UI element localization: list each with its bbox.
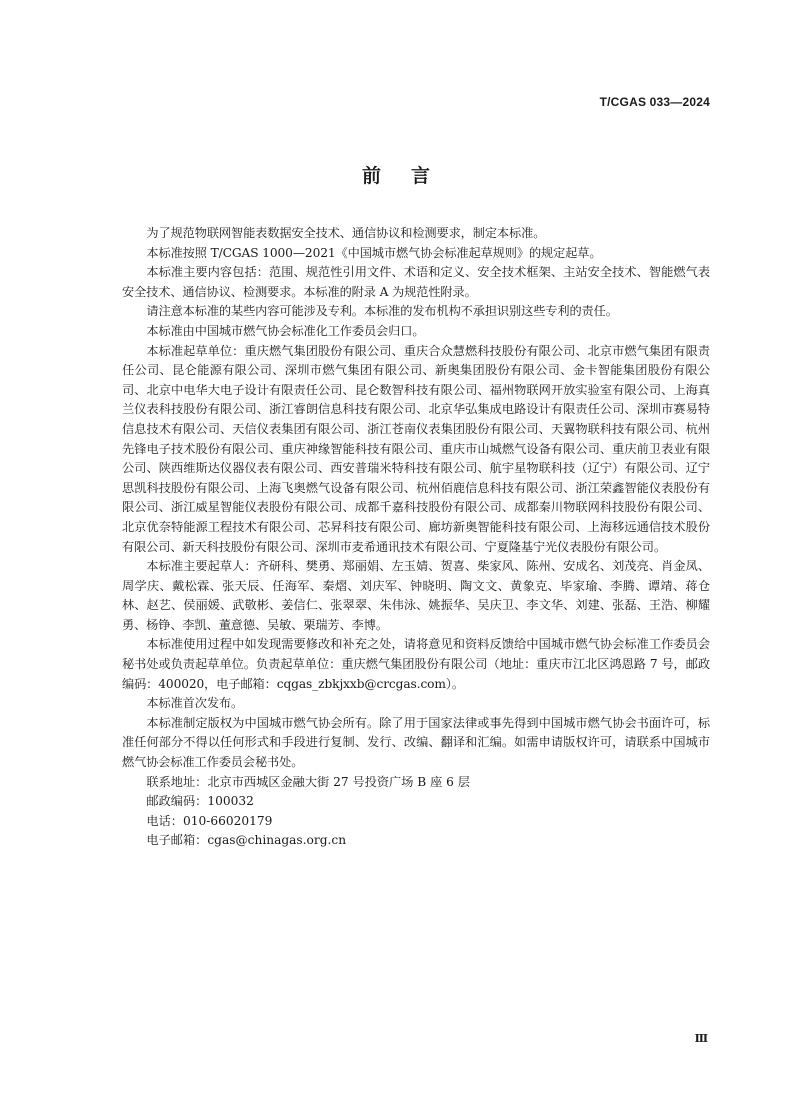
contact-address: 联系地址：北京市西城区金融大街 27 号投资广场 B 座 6 层 (146, 774, 470, 789)
paragraph-drafting-units: 本标准起草单位：重庆燃气集团股份有限公司、重庆合众慧燃科技股份有限公司、北京市燃气集团有限责任公司、昆仑能源有限公司、深圳市燃气集团有限公司、新奥集团股份有限公司、金卡智能集团股份有限公司、北京中电华大电子设计有限责任公司、昆仑数智科技有限公司、福州物联网开放实验室有限公司、上海真兰仪表科技股份有限公司、浙江睿朗信息科技有限公司、北京华弘集成电路设计有限责任公司、深圳市赛易特信息技术有限公司、天信仪表集团有限公司、浙江苍南仪表集团股份有限公司、天翼物联科技有限公司、杭州先锋电子技术股份有限公司、重庆神缘智能科技有限公司、重庆市山城燃气设备有限公司、重庆前卫表业有限公司、陕西维斯达仪器仪表有限公司、西安普瑞米特科技有限公司、航宇星物联科技（辽宁）有限公司、辽宁思凯科技股份有限公司、上海飞奥燃气设备有限公司、杭州佰鹿信息科技有限公司、浙江荣鑫智能仪表股份有限公司、浙江威星智能仪表股份有限公司、成都千嘉科技股份有限公司、成都秦川物联网科技股份有限公司、北京优奈特能源工程技术有限公司、芯昇科技有限公司、廊坊新奥智能科技有限公司、上海移远通信技术股份有限公司、新天科技股份有限公司、深圳市麦希通讯技术有限公司、宁夏隆基宁光仪表股份有限公司。 (122, 343, 710, 554)
paragraph-first-release: 本标准首次发布。 (146, 696, 244, 711)
paragraph-copyright: 本标准制定版权为中国城市燃气协会所有。除了用于国家法律或事先得到中国城市燃气协会书面许可，标准任何部分不得以任何形式和手段进行复制、发行、改编、翻译和汇编。如需申请版权许可，请联系中国城市燃气协会标准工作委员会秘书处。 (122, 715, 710, 770)
page-title: 前言 (361, 165, 460, 187)
paragraph-governing-body: 本标准由中国城市燃气协会标准化工作委员会归口。 (146, 323, 425, 338)
paragraph-patent-notice: 请注意本标准的某些内容可能涉及专利。本标准的发布机构不承担识别这些专利的责任。 (146, 304, 618, 319)
contact-phone: 电话：010-66020179 (146, 813, 273, 828)
foreword-body (122, 224, 710, 851)
paragraph-feedback: 本标准使用过程中如发现需要修改和补充之处，请将意见和资料反馈给中国城市燃气协会标准工作委员会秘书处或负责起草单位。负责起草单位：重庆燃气集团股份有限公司（地址：重庆市江北区鸿恩路 7 号，邮政编码：400020，电子邮箱：cqgas_zbkjxxb@crcgas.com）。 (122, 637, 710, 691)
paragraph-main-content: 本标准主要内容包括：范围、规范性引用文件、术语和定义、安全技术框架、主站安全技术、智能燃气表安全技术、通信协议、检测要求。本标准的附录 A 为规范性附录。 (122, 265, 710, 299)
contact-email: 电子邮箱：cgas@chinagas.org.cn (146, 833, 347, 848)
contact-postcode: 邮政编码：100032 (146, 794, 254, 809)
paragraph-drafting-rules: 本标准按照 T/CGAS 1000—2021《中国城市燃气协会标准起草规则》的规定起草。 (146, 245, 602, 260)
page-number: Ⅲ (694, 1032, 708, 1045)
paragraph-drafters: 本标准主要起草人：齐研科、樊勇、郑丽娟、左玉婧、贺喜、柴家风、陈州、安成名、刘茂亮、肖金凤、周学庆、戴松霖、张天辰、任海军、秦熠、刘庆军、钟晓明、陶文文、黄象克、毕家瑜、李腾、谭靖、蒋仓林、赵艺、侯丽媛、武敬彬、姜信仁、张翠翠、朱伟泳、姚振华、吴庆卫、李文华、刘建、张磊、王浩、柳耀勇、杨铮、李凯、董意德、吴敏、栗瑞芳、李博。 (122, 559, 710, 632)
standard-number: T/CGAS 033—2024 (599, 95, 710, 109)
paragraph-purpose: 为了规范物联网智能表数据安全技术、通信协议和检测要求，制定本标准。 (146, 226, 546, 240)
